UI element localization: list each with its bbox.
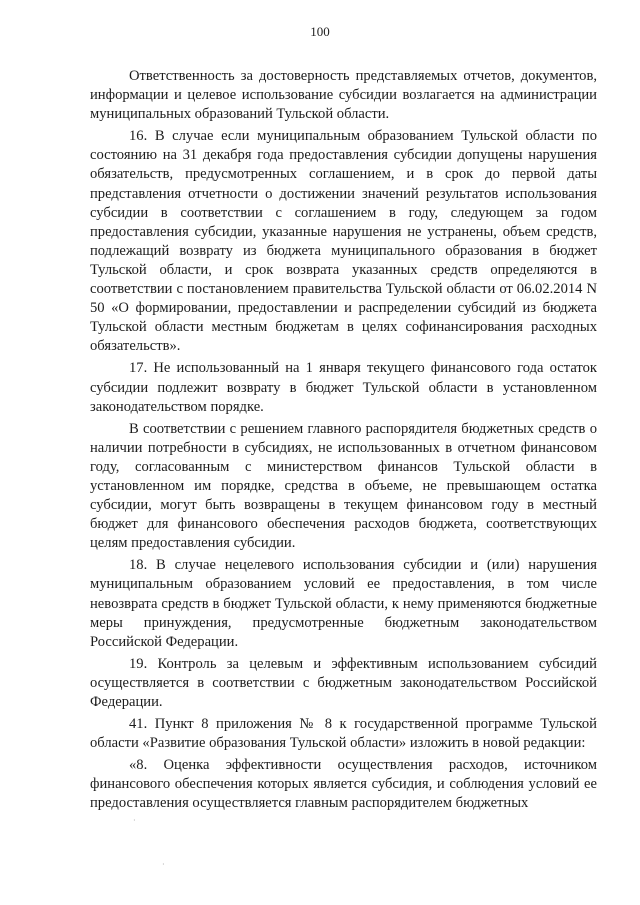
paragraph-8-new-edition: «8. Оценка эффективности осуществления расходов, источником финансового обеспечения которых является субсидия, и соблюдения условий ее предоставления осуществляется главным распорядителем бюджетных [90, 757, 597, 812]
document-body [90, 67, 597, 817]
paragraph-return-decision: В соответствии с решением главного распорядителя бюджетных средств о наличии потребности в субсидиях, не использованных в отчетном финансовом году, согласованным с министерством финансов Тульской области в установленном им порядке, средства в объеме, не превышающем остатка субсидии, могут быть возвращены в текущем финансовом году в местный бюджет для финансового обеспечения расходов бюджета, соответствующих целям предоставления субсидии. [90, 420, 597, 552]
paragraph-16: 16. В случае если муниципальным образованием Тульской области по состоянию на 31 декабря года предоставления субсидии допущены нарушения обязательств, предусмотренных соглашением, и в срок до первой даты представления отчетности о достижении значений результатов использования субсидии в соответствии с соглашением в году, следующем за годом предоставления субсидии, указанные нарушения не устранены, объем средств, подлежащий возврату из бюджета муниципального образования в бюджет Тульской области, и срок возврата указанных средств определяются в соответствии с постановлением правительства Тульской области от 06.02.2014 N 50 «О формировании, предоставлении и распределении субсидий из бюджета Тульской области местным бюджетам в целях софинансирования расходных обязательств». [90, 128, 597, 355]
paragraph-18: 18. В случае нецелевого использования субсидии и (или) нарушения муниципальным образованием условий ее предоставления, в том числе невозврата средств в бюджет Тульской области, к нему применяются бюджетные меры принуждения, предусмотренные бюджетным законодательством Российской Федерации. [90, 557, 597, 650]
paragraph-41: 41. Пункт 8 приложения № 8 к государственной программе Тульской области «Развитие образования Тульской области» изложить в новой редакции: [90, 716, 597, 752]
scan-speck: · [162, 860, 165, 869]
paragraph-19: 19. Контроль за целевым и эффективным использованием субсидий осуществляется в соответствии с бюджетным законодательством Российской Федерации. [90, 655, 597, 710]
scan-speck: · [133, 816, 136, 825]
paragraph-responsibility: Ответственность за достоверность представляемых отчетов, документов, информации и целевое использование субсидии возлагается на администрации муниципальных образований Тульской области. [90, 68, 597, 123]
page-number: 100 [310, 24, 330, 39]
paragraph-17: 17. Не использованный на 1 января текущего финансового года остаток субсидии подлежит возврату в бюджет Тульской области в установленном законодательством порядке. [90, 360, 597, 415]
